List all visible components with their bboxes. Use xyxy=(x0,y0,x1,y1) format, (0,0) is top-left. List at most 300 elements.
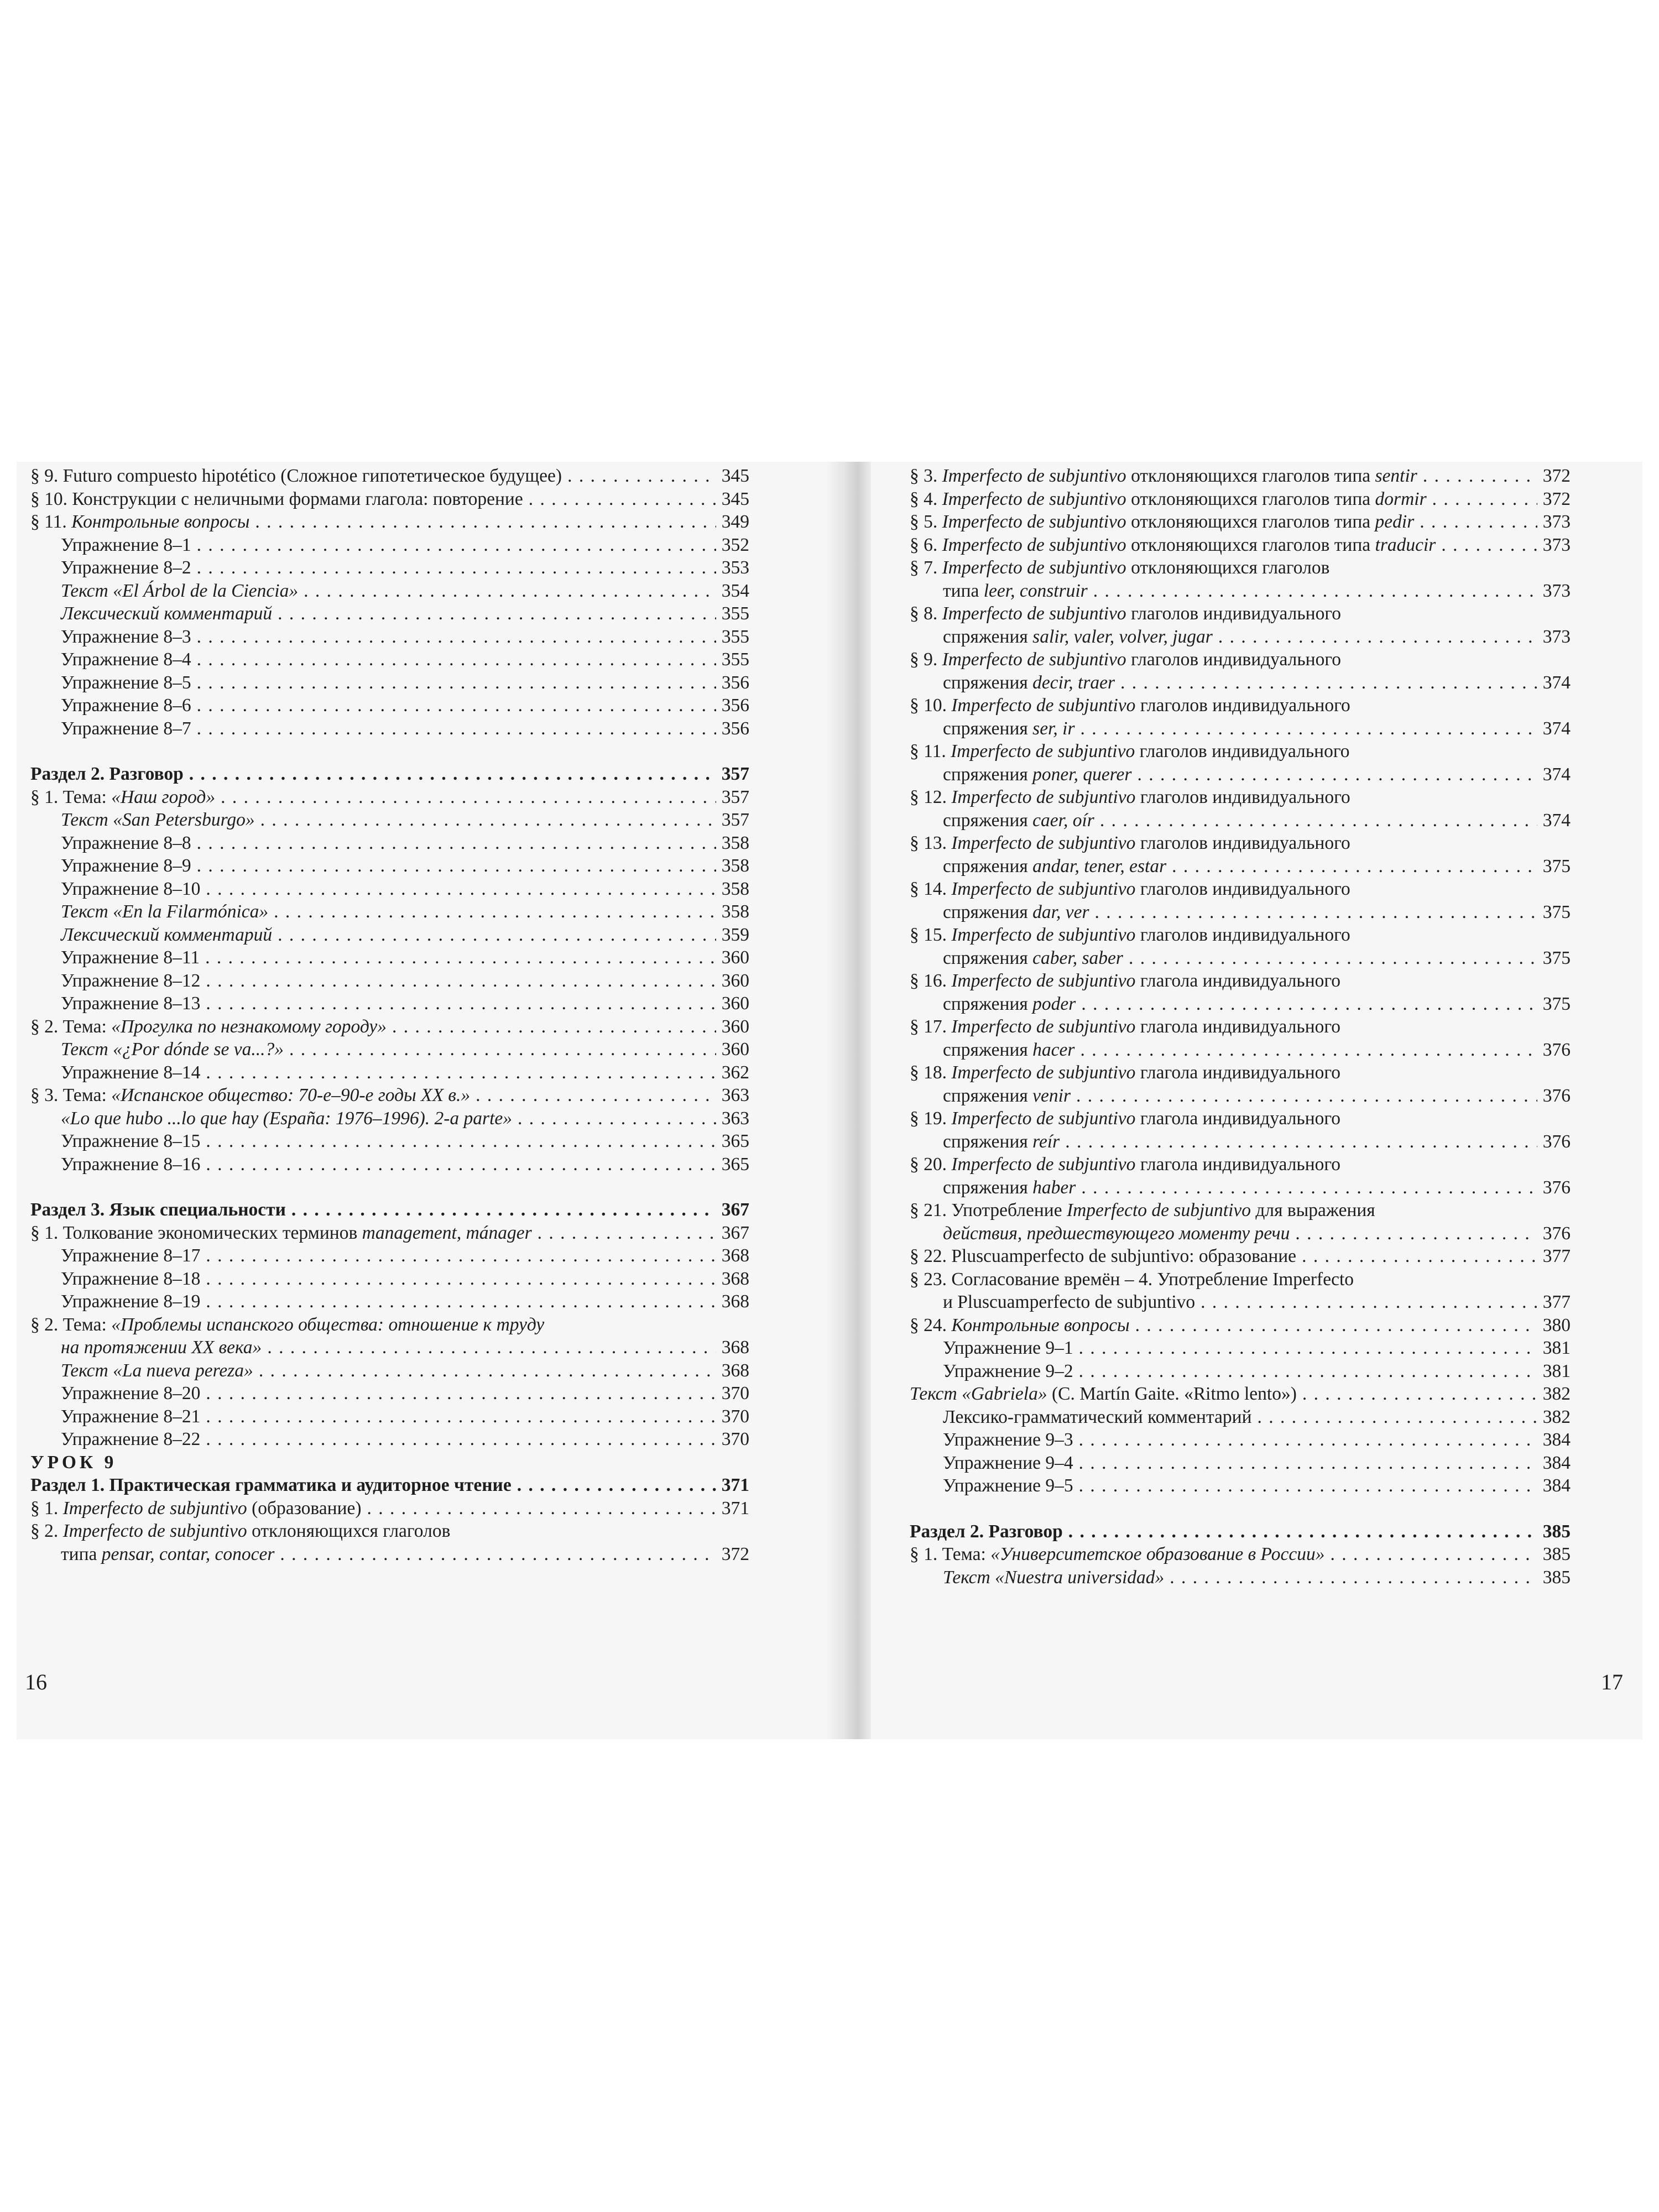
toc-italic-text: Imperfecto de subjuntivo xyxy=(951,695,1136,716)
toc-italic-text: Imperfecto de subjuntivo xyxy=(942,488,1126,509)
toc-italic-text: reír xyxy=(1032,1131,1060,1152)
toc-text: Упражнение 8–21 xyxy=(61,1406,201,1427)
toc-entry xyxy=(910,694,1571,717)
toc-text: § 1. Тема: xyxy=(30,786,112,807)
toc-italic-text: salir, valer, volver, jugar xyxy=(1032,626,1213,647)
toc-entry-title xyxy=(61,854,191,878)
toc-subentry xyxy=(30,556,749,580)
toc-subentry xyxy=(30,625,749,649)
toc-text: § 9. xyxy=(910,649,942,670)
toc-text: § 12. xyxy=(910,787,952,807)
toc-text: § 10. xyxy=(30,488,72,509)
dot-leader xyxy=(1170,1566,1537,1589)
toc-text: Раздел 2. Разговор xyxy=(30,764,184,784)
dot-leader xyxy=(197,717,716,740)
toc-entry-title xyxy=(61,1290,200,1313)
toc-italic-text: Текст «San Petersburgo» xyxy=(61,810,255,830)
dot-leader xyxy=(1218,625,1537,649)
toc-entry-title xyxy=(910,971,1340,991)
toc-page-number: 385 xyxy=(1542,1521,1571,1542)
toc-italic-text: «Проблемы испанского общества: отношение к труду xyxy=(111,1314,545,1335)
dot-leader xyxy=(274,900,716,924)
toc-text: отклоняющихся глаголов типа xyxy=(1126,534,1375,555)
toc-page-number: 352 xyxy=(721,534,749,555)
toc-italic-text: venir xyxy=(1032,1085,1071,1106)
dot-leader xyxy=(476,1084,716,1107)
toc-text: Упражнение 8–16 xyxy=(61,1154,201,1175)
toc-italic-text: Лексический комментарий xyxy=(61,924,273,945)
toc-text: Раздел 1. Практическая грамматика и аудиторное чтение xyxy=(30,1475,512,1495)
dot-leader xyxy=(289,1038,716,1061)
toc-text: отклоняющихся глаголов xyxy=(1126,557,1330,578)
toc-page-number: 367 xyxy=(721,1199,749,1220)
toc-entry-title xyxy=(61,832,191,855)
toc-page-number: 358 xyxy=(721,832,749,853)
toc-entry xyxy=(910,465,1571,488)
toc-page-number: 363 xyxy=(721,1085,749,1105)
toc-subentry xyxy=(910,1360,1571,1383)
dot-leader xyxy=(206,1061,716,1084)
toc-entry-title xyxy=(61,717,191,740)
toc-entry xyxy=(910,1153,1571,1176)
dot-leader xyxy=(1295,1222,1537,1245)
toc-text: § 17. xyxy=(910,1016,952,1037)
toc-page-number: 358 xyxy=(721,855,749,876)
toc-subentry xyxy=(30,878,749,901)
toc-entry xyxy=(30,1313,749,1337)
dot-leader xyxy=(1120,671,1537,695)
toc-italic-text: Imperfecto de subjuntivo xyxy=(942,512,1126,532)
toc-entry-title xyxy=(910,649,1341,670)
toc-text: § 1. xyxy=(30,1498,63,1519)
toc-subentry xyxy=(30,946,749,969)
toc-page-number: 353 xyxy=(721,557,749,578)
dot-leader xyxy=(197,671,716,695)
toc-page-number: 372 xyxy=(721,1543,749,1564)
toc-italic-text: Текст «Nuestra universidad» xyxy=(943,1567,1165,1588)
toc-page-number: 360 xyxy=(721,1039,749,1060)
dot-leader xyxy=(1302,1383,1537,1406)
toc-italic-text: «Наш город» xyxy=(111,786,216,807)
toc-page-number: 345 xyxy=(721,466,749,486)
toc-text: § 7. xyxy=(910,557,942,578)
toc-text: Упражнение 8–20 xyxy=(61,1383,201,1404)
toc-text: спряжения xyxy=(943,810,1033,831)
toc-subentry xyxy=(910,1176,1571,1199)
toc-text: спряжения xyxy=(943,901,1033,922)
toc-subentry xyxy=(30,648,749,671)
toc-text: глаголов индивидуального xyxy=(1126,649,1341,670)
toc-entry-title xyxy=(61,1061,200,1084)
toc-subentry xyxy=(910,1039,1571,1062)
toc-italic-text: Imperfecto de subjuntivo xyxy=(951,833,1136,853)
toc-subentry xyxy=(30,900,749,924)
toc-page-number: 370 xyxy=(721,1383,749,1404)
toc-page-number: 360 xyxy=(721,947,749,968)
toc-text: § 3. Тема: xyxy=(30,1085,112,1105)
toc-page-number: 373 xyxy=(1542,534,1571,555)
toc-page-number: 384 xyxy=(1542,1475,1571,1496)
toc-text: глаголов индивидуального xyxy=(1135,833,1350,853)
toc-subentry xyxy=(910,1337,1571,1360)
toc-entry-title xyxy=(61,808,255,832)
toc-italic-text: Imperfecto de subjuntivo xyxy=(1066,1200,1251,1220)
toc-page-number: 368 xyxy=(721,1291,749,1312)
dot-leader xyxy=(392,1015,716,1039)
toc-text: § 14. xyxy=(910,879,952,899)
toc-subentry xyxy=(30,924,749,947)
toc-text: § 10. xyxy=(910,695,952,716)
toc-entry-title xyxy=(910,1062,1340,1083)
toc-page-number: 384 xyxy=(1542,1452,1571,1473)
dot-leader xyxy=(1081,1176,1537,1199)
toc-entry-title xyxy=(910,1154,1340,1175)
toc-text: Упражнение 8–18 xyxy=(61,1268,201,1289)
toc-subentry xyxy=(30,717,749,740)
toc-entry xyxy=(30,465,749,488)
toc-entry-title xyxy=(910,1200,1375,1220)
toc-page-number: 355 xyxy=(721,603,749,624)
toc-entry-title xyxy=(61,602,272,625)
toc-entry xyxy=(910,1543,1571,1566)
toc-entry-title xyxy=(61,878,200,901)
toc-text: спряжения xyxy=(943,764,1033,785)
toc-page-number: 373 xyxy=(1542,512,1571,532)
toc-entry-title xyxy=(943,1130,1060,1154)
toc-entry-title xyxy=(61,1543,274,1566)
toc-text: Упражнение 8–1 xyxy=(61,534,191,555)
toc-italic-text: Imperfecto de subjuntivo xyxy=(951,787,1136,807)
toc-subentry xyxy=(30,832,749,855)
toc-entry-title xyxy=(30,465,562,488)
dot-leader xyxy=(1172,855,1537,878)
dot-leader xyxy=(1081,717,1537,740)
toc-italic-text: poner, querer xyxy=(1032,764,1132,785)
toc-italic-text: caber, saber xyxy=(1032,947,1123,968)
toc-subentry xyxy=(30,1061,749,1084)
dot-leader xyxy=(189,763,716,786)
toc-entry-title xyxy=(30,1474,512,1497)
toc-italic-text: Текст «Gabriela» xyxy=(910,1384,1047,1404)
dot-leader xyxy=(197,625,716,649)
toc-entry-title xyxy=(943,1360,1073,1383)
toc-text: § 13. xyxy=(910,833,952,853)
toc-page-number: 376 xyxy=(1542,1085,1571,1106)
toc-text: типа xyxy=(943,580,984,601)
toc-italic-text: Imperfecto de subjuntivo xyxy=(942,649,1126,670)
toc-entry-title xyxy=(61,1038,284,1061)
dot-leader xyxy=(1100,809,1537,832)
toc-page-number: 373 xyxy=(1542,580,1571,601)
toc-italic-text: Imperfecto de subjuntivo xyxy=(951,971,1136,991)
toc-italic-text: Imperfecto de subjuntivo xyxy=(951,925,1136,945)
toc-subentry xyxy=(30,1130,749,1153)
toc-page-number: 376 xyxy=(1542,1039,1571,1060)
toc-subentry xyxy=(910,717,1571,740)
toc-section-heading xyxy=(30,1474,749,1497)
toc-text: Упражнение 8–4 xyxy=(61,649,191,670)
toc-text: Раздел 3. Язык специальности xyxy=(30,1199,286,1220)
toc-italic-text: poder xyxy=(1032,993,1076,1014)
toc-subentry xyxy=(30,1543,749,1566)
toc-italic-text: Imperfecto de subjuntivo xyxy=(62,1521,247,1541)
dot-leader xyxy=(206,1153,716,1176)
dot-leader xyxy=(1079,1337,1537,1360)
toc-subentry xyxy=(910,855,1571,878)
toc-entry-title xyxy=(30,1497,362,1520)
dot-leader xyxy=(1081,993,1537,1016)
toc-page-number: 357 xyxy=(721,764,749,784)
toc-entry-title xyxy=(910,488,1427,511)
toc-italic-text: Imperfecto de subjuntivo xyxy=(951,1062,1136,1083)
dot-leader xyxy=(278,924,716,947)
toc-page-number: 365 xyxy=(721,1131,749,1151)
toc-page-number: 356 xyxy=(721,718,749,739)
toc-page-number: 360 xyxy=(721,970,749,991)
toc-text: глаголов индивидуального xyxy=(1126,603,1341,624)
toc-entry xyxy=(910,878,1571,901)
toc-italic-text: Imperfecto de subjuntivo xyxy=(942,603,1126,624)
toc-text: спряжения xyxy=(943,1039,1033,1060)
toc-entry-title xyxy=(61,1244,200,1267)
toc-entry xyxy=(910,556,1571,580)
toc-italic-text: andar, tener, estar xyxy=(1032,855,1167,877)
page-number-left: 16 xyxy=(25,1670,47,1694)
dot-leader xyxy=(1079,1428,1537,1452)
toc-entry xyxy=(910,924,1571,947)
toc-text: Упражнение 8–14 xyxy=(61,1062,201,1083)
toc-page-number: 385 xyxy=(1542,1544,1571,1564)
toc-subentry xyxy=(30,534,749,557)
toc-page-number: 372 xyxy=(1542,466,1571,486)
toc-page-number: 385 xyxy=(1542,1567,1571,1588)
toc-page-number: 371 xyxy=(721,1475,749,1495)
toc-text: глаголов индивидуального xyxy=(1135,787,1350,807)
toc-entry-title xyxy=(61,1130,200,1153)
spacer xyxy=(30,740,749,763)
toc-subentry xyxy=(30,1038,749,1061)
toc-entry-title xyxy=(61,671,191,695)
toc-subentry xyxy=(910,1452,1571,1475)
dot-leader xyxy=(206,1382,716,1405)
toc-entry-title xyxy=(61,625,191,649)
toc-subentry xyxy=(910,1291,1571,1314)
toc-entry-title xyxy=(61,992,200,1015)
toc-text: отклоняющихся глаголов типа xyxy=(1126,488,1375,509)
toc-page-number: 363 xyxy=(721,1108,749,1129)
dot-leader xyxy=(197,648,716,671)
dot-leader xyxy=(1079,1360,1537,1383)
toc-subentry xyxy=(30,969,749,993)
toc-page-number: 375 xyxy=(1542,947,1571,968)
toc-subentry xyxy=(910,671,1571,695)
toc-text: отклоняющихся глаголов типа xyxy=(1126,512,1375,532)
toc-italic-text: haber xyxy=(1032,1177,1076,1198)
toc-text: спряжения xyxy=(943,855,1033,877)
toc-subentry xyxy=(910,947,1571,970)
toc-italic-text: pedir xyxy=(1375,512,1415,532)
toc-text: глаголов индивидуального xyxy=(1135,741,1350,761)
toc-page-number: 377 xyxy=(1542,1292,1571,1312)
toc-page-number: 375 xyxy=(1542,901,1571,922)
toc-entry-title xyxy=(910,833,1350,853)
toc-subentry xyxy=(30,1244,749,1267)
toc-text: § 6. xyxy=(910,534,942,555)
left-page-toc xyxy=(30,465,749,1566)
toc-page-number: 358 xyxy=(721,901,749,922)
toc-subentry xyxy=(910,1406,1571,1429)
right-page-toc xyxy=(910,465,1571,1589)
toc-entry-title xyxy=(943,1566,1164,1589)
toc-page-number: 377 xyxy=(1542,1246,1571,1266)
toc-italic-text: traducir xyxy=(1375,534,1436,555)
toc-text: Раздел 2. Разговор xyxy=(910,1521,1063,1542)
toc-entry-title xyxy=(30,1198,286,1222)
toc-page-number: 382 xyxy=(1542,1406,1571,1427)
toc-entry-title xyxy=(30,1521,450,1541)
toc-entry xyxy=(910,648,1571,671)
toc-page-number: 360 xyxy=(721,993,749,1014)
toc-entry-title xyxy=(910,534,1436,557)
toc-page-number: 382 xyxy=(1542,1384,1571,1404)
dot-leader xyxy=(267,1336,716,1359)
toc-subentry xyxy=(910,993,1571,1016)
dot-leader xyxy=(206,1267,716,1291)
toc-subentry xyxy=(910,1130,1571,1154)
toc-entry-title xyxy=(30,488,523,511)
toc-text: отклоняющихся глаголов xyxy=(247,1521,451,1541)
toc-text: Pluscuamperfecto de subjuntivo: образование xyxy=(951,1246,1297,1266)
dot-leader xyxy=(197,556,716,580)
dot-leader xyxy=(1095,901,1537,924)
toc-subentry xyxy=(910,1566,1571,1589)
toc-subentry xyxy=(30,854,749,878)
toc-subentry xyxy=(30,1107,749,1130)
toc-entry-title xyxy=(61,1153,200,1176)
toc-entry xyxy=(910,832,1571,855)
toc-page-number: 372 xyxy=(1542,488,1571,509)
toc-italic-text: на протяжении XX века» xyxy=(61,1337,262,1358)
toc-page-number: 360 xyxy=(721,1016,749,1037)
toc-entry-title xyxy=(943,717,1075,740)
toc-subentry xyxy=(30,1153,749,1176)
toc-text: Упражнение 8–13 xyxy=(61,993,201,1014)
toc-entry-title xyxy=(61,1359,253,1383)
toc-page-number: 374 xyxy=(1542,718,1571,739)
toc-text: (C. Martín Gaite. «Ritmo lento») xyxy=(1047,1384,1297,1404)
toc-entry xyxy=(30,1222,749,1245)
toc-text: Конструкции с неличными формами глагола: повторение xyxy=(72,488,523,509)
toc-text: Упражнение 9–1 xyxy=(943,1338,1073,1358)
dot-leader xyxy=(1079,1474,1537,1498)
toc-entry xyxy=(30,1520,749,1543)
toc-page-number: 376 xyxy=(1542,1223,1571,1244)
toc-italic-text: Контрольные вопросы xyxy=(951,1314,1130,1335)
toc-subentry xyxy=(30,1336,749,1359)
toc-entry-title xyxy=(910,787,1350,807)
toc-text: Упражнение 8–15 xyxy=(61,1131,201,1151)
toc-italic-text: caer, oír xyxy=(1032,810,1094,831)
toc-text: Согласование времён – 4. Употребление Imperfecto xyxy=(951,1269,1354,1290)
toc-entry-title xyxy=(910,1314,1130,1337)
dot-leader xyxy=(1331,1543,1537,1566)
toc-entry xyxy=(30,1015,749,1039)
toc-text: Упражнение 9–5 xyxy=(943,1475,1073,1496)
toc-entry-title xyxy=(943,901,1089,924)
toc-text: § 1. Толкование экономических терминов xyxy=(30,1222,362,1243)
toc-entry-title xyxy=(30,1084,470,1107)
toc-entry-title xyxy=(30,1222,532,1245)
toc-text: спряжения xyxy=(943,672,1033,693)
toc-entry-title xyxy=(61,946,200,969)
toc-section-heading xyxy=(910,1520,1571,1543)
toc-italic-text: Контрольные вопросы xyxy=(71,512,250,532)
toc-text: Упражнение 8–10 xyxy=(61,878,201,899)
toc-subentry xyxy=(910,809,1571,832)
toc-italic-text: Imperfecto de subjuntivo xyxy=(951,1108,1136,1129)
toc-text: § 23. xyxy=(910,1269,952,1290)
toc-entry-title xyxy=(61,694,191,717)
toc-text: Упражнение 8–7 xyxy=(61,718,191,739)
toc-page-number: 371 xyxy=(721,1498,749,1519)
toc-page-number: 365 xyxy=(721,1154,749,1175)
toc-entry-title xyxy=(30,1451,117,1474)
toc-entry-title xyxy=(30,1015,387,1039)
dot-leader xyxy=(259,1359,716,1383)
toc-text: § 11. xyxy=(30,512,72,532)
toc-text: типа xyxy=(61,1543,102,1564)
toc-text: Futuro compuesto hipotético (Сложное гипотетическое будущее) xyxy=(62,466,562,486)
toc-subentry xyxy=(30,1290,749,1313)
toc-entry xyxy=(30,488,749,511)
dot-leader xyxy=(280,1543,716,1566)
toc-text: Упражнение 9–3 xyxy=(943,1430,1073,1450)
dot-leader xyxy=(517,1474,716,1497)
toc-italic-text: «Lo que hubo ...lo que hay (España: 1976–1996). 2-a parte» xyxy=(61,1108,513,1129)
toc-subentry xyxy=(910,625,1571,649)
toc-entry-title xyxy=(30,786,215,809)
toc-text: § 2. Тема: xyxy=(30,1016,112,1037)
toc-entry xyxy=(910,1383,1571,1406)
dot-leader xyxy=(197,534,716,557)
toc-entry xyxy=(910,1199,1571,1222)
dot-leader xyxy=(367,1497,716,1520)
toc-section-heading xyxy=(30,763,749,786)
dot-leader xyxy=(197,832,716,855)
toc-entry-title xyxy=(943,1474,1073,1498)
toc-italic-text: sentir xyxy=(1375,466,1417,486)
toc-entry-title xyxy=(30,763,184,786)
toc-italic-text: Imperfecto de subjuntivo xyxy=(951,1154,1136,1175)
toc-text: Упражнение 8–19 xyxy=(61,1291,201,1312)
toc-entry xyxy=(910,602,1571,625)
toc-page-number: 357 xyxy=(721,786,749,807)
toc-page-number: 374 xyxy=(1542,764,1571,785)
dot-leader xyxy=(205,946,716,969)
toc-entry-title xyxy=(61,1405,200,1428)
toc-page-number: 355 xyxy=(721,626,749,647)
toc-page-number: 381 xyxy=(1542,1338,1571,1358)
toc-text: § 8. xyxy=(910,603,942,624)
toc-text: § 21. Употребление xyxy=(910,1200,1067,1220)
toc-page-number: 375 xyxy=(1542,993,1571,1014)
toc-text: глагола индивидуального xyxy=(1135,971,1341,991)
toc-text: Упражнение 8–17 xyxy=(61,1245,201,1266)
toc-italic-text: decir, traer xyxy=(1032,672,1115,693)
toc-text: Упражнение 8–5 xyxy=(61,672,191,693)
toc-text: Упражнение 8–6 xyxy=(61,695,191,716)
toc-page-number: 384 xyxy=(1542,1430,1571,1450)
